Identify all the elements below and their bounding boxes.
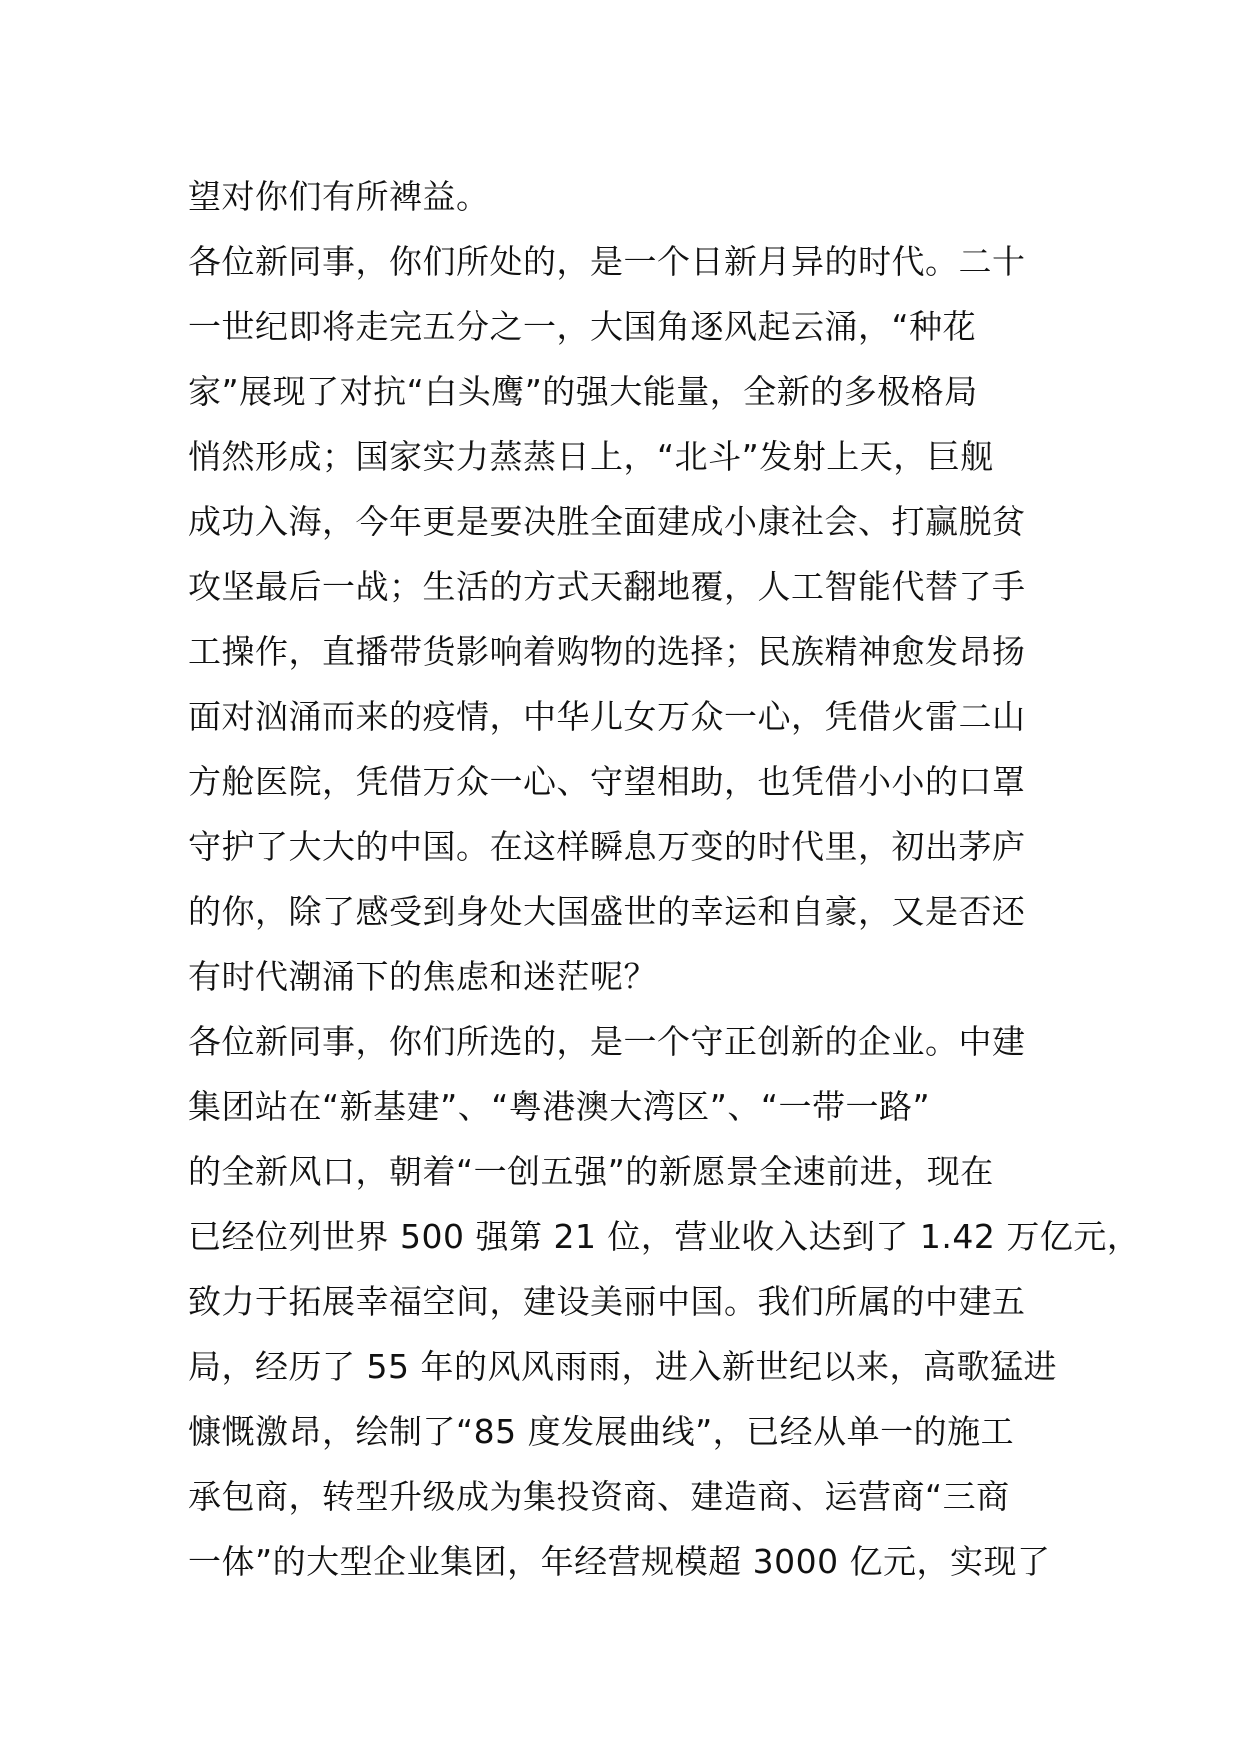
- text-line-15: 集团站在“新基建”、“粤港澳大湾区”、“一带一路”: [188, 1087, 931, 1126]
- text-line-22: 一体”的大型企业集团，年经营规模超 3000 亿元，实现了: [188, 1542, 1051, 1581]
- text-line-7: 攻坚最后一战；生活的方式天翻地覆，人工智能代替了手: [188, 567, 1026, 606]
- text-line-5: 悄然形成；国家实力蒸蒸日上，“北斗”发射上天，巨舰: [188, 437, 994, 476]
- text-line-17: 已经位列世界 500 强第 21 位，营业收入达到了 1.42 万亿元，: [188, 1217, 1141, 1256]
- text-line-2: 各位新同事，你们所处的，是一个日新月异的时代。二十: [188, 242, 1026, 281]
- text-line-4: 家”展现了对抗“白头鹰”的强大能量，全新的多极格局: [188, 372, 978, 411]
- text-line-12: 的你，除了感受到身处大国盛世的幸运和自豪，又是否还: [188, 892, 1026, 931]
- text-line-10: 方舱医院，凭借万众一心、守望相助，也凭借小小的口罩: [188, 762, 1026, 801]
- text-line-20: 慷慨激昂，绘制了“85 度发展曲线”，已经从单一的施工: [188, 1412, 1015, 1451]
- text-line-13: 有时代潮涌下的焦虑和迷茫呢？: [188, 957, 657, 996]
- body-text: [188, 164, 1141, 1594]
- text-line-8: 工操作，直播带货影响着购物的选择；民族精神愈发昂扬: [188, 632, 1026, 671]
- text-line-18: 致力于拓展幸福空间，建设美丽中国。我们所属的中建五: [188, 1282, 1026, 1321]
- text-line-9: 面对汹涌而来的疫情，中华儿女万众一心，凭借火雷二山: [188, 697, 1026, 736]
- text-line-16: 的全新风口，朝着“一创五强”的新愿景全速前进，现在: [188, 1152, 994, 1191]
- text-line-6: 成功入海，今年更是要决胜全面建成小康社会、打赢脱贫: [188, 502, 1026, 541]
- text-line-14: 各位新同事，你们所选的，是一个守正创新的企业。中建: [188, 1022, 1026, 1061]
- text-line-19: 局，经历了 55 年的风风雨雨，进入新世纪以来，高歌猛进: [188, 1347, 1057, 1386]
- text-line-3: 一世纪即将走完五分之一，大国角逐风起云涌，“种花: [188, 307, 977, 346]
- text-line-21: 承包商，转型升级成为集投资商、建造商、运营商“三商: [188, 1477, 1010, 1516]
- text-line-11: 守护了大大的中国。在这样瞬息万变的时代里，初出茅庐: [188, 827, 1026, 866]
- text-line-1: 望对你们有所裨益。: [188, 177, 490, 216]
